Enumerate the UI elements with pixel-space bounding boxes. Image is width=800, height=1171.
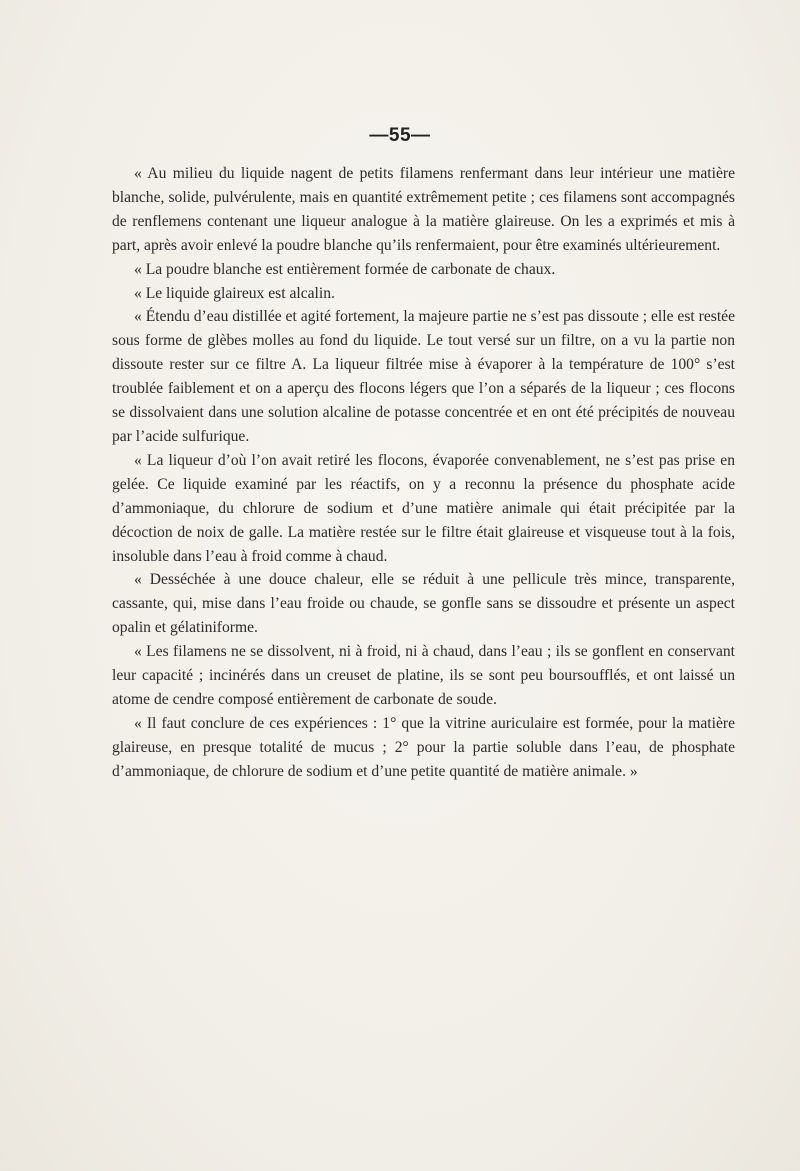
paragraph-conclusion: « Il faut conclure de ces expériences : 1° que la vitrine auriculaire est formée, pour la matière glaireuse, en presque totalité de mucus ; 2° pour la partie soluble dans l’eau, de phosphate d’ammoniaque, de chlorure de sodium et d’une petite quantité de matière animale. » xyxy=(112,714,735,780)
paragraph-evaporated-liquor: « La liqueur d’où l’on avait retiré les flocons, évaporée convenablement, ne s’est pas prise en gelée. Ce liquide examiné par les réactifs, on y a reconnu la présence du phosphate acide d’ammoniaque, du chlorure de sodium et d’une matière animale qui était précipitée par la décoction de noix de galle. La matière restée sur le filtre était glaireuse et visqueuse tout à la fois, insoluble dans l’eau à froid comme à chaud. xyxy=(112,451,735,565)
paragraph-filaments: « Au milieu du liquide nagent de petits filamens renfermant dans leur intérieur une matière blanche, solide, pulvérulente, mais en quantité extrêmement petite ; ces filamens sont accompagnés de renflemens contenant une liqueur analogue à la matière glaireuse. On les a exprimés et mis à part, après avoir enlevé la poudre blanche qu’ils renfermaient, pour être examinés ultérieurement. xyxy=(112,165,735,254)
body-text xyxy=(112,162,735,784)
paragraph-distilled-water: « Étendu d’eau distillée et agité fortement, la majeure partie ne s’est pas dissoute ; elle est restée sous forme de glèbes molles au fond du liquide. Le tout versé sur un filtre, on a vu la partie non dissoute rester sur ce filtre A. La liqueur filtrée mise à évaporer à la température de 100° s’est troublée faiblement et on a aperçu des flocons légers que l’on a séparés de la liqueur ; ces flocons se dissolvaient dans une solution alcaline de potasse concentrée et en ont été précipités de nouveau par l’acide sulfurique. xyxy=(112,308,735,445)
page-number: —55— xyxy=(369,125,431,146)
paragraph-white-powder: « La poudre blanche est entièrement formée de carbonate de chaux. xyxy=(134,260,556,278)
paragraph-filament-incineration: « Les filamens ne se dissolvent, ni à froid, ni à chaud, dans l’eau ; ils se gonflent en conservant leur capacité ; incinérés dans un creuset de platine, ils se sont peu boursoufflés, et ont laissé un atome de cendre composé entièrement de carbonate de soude. xyxy=(112,643,735,708)
paragraph-dried-film: « Desséchée à une douce chaleur, elle se réduit à une pellicule très mince, transparente, cassante, qui, mise dans l’eau froide ou chaude, se gonfle sans se dissoudre et présente un aspect opalin et gélatiniforme. xyxy=(112,571,735,637)
paragraph-alkaline-liquid: « Le liquide glaireux est alcalin. xyxy=(134,284,335,302)
